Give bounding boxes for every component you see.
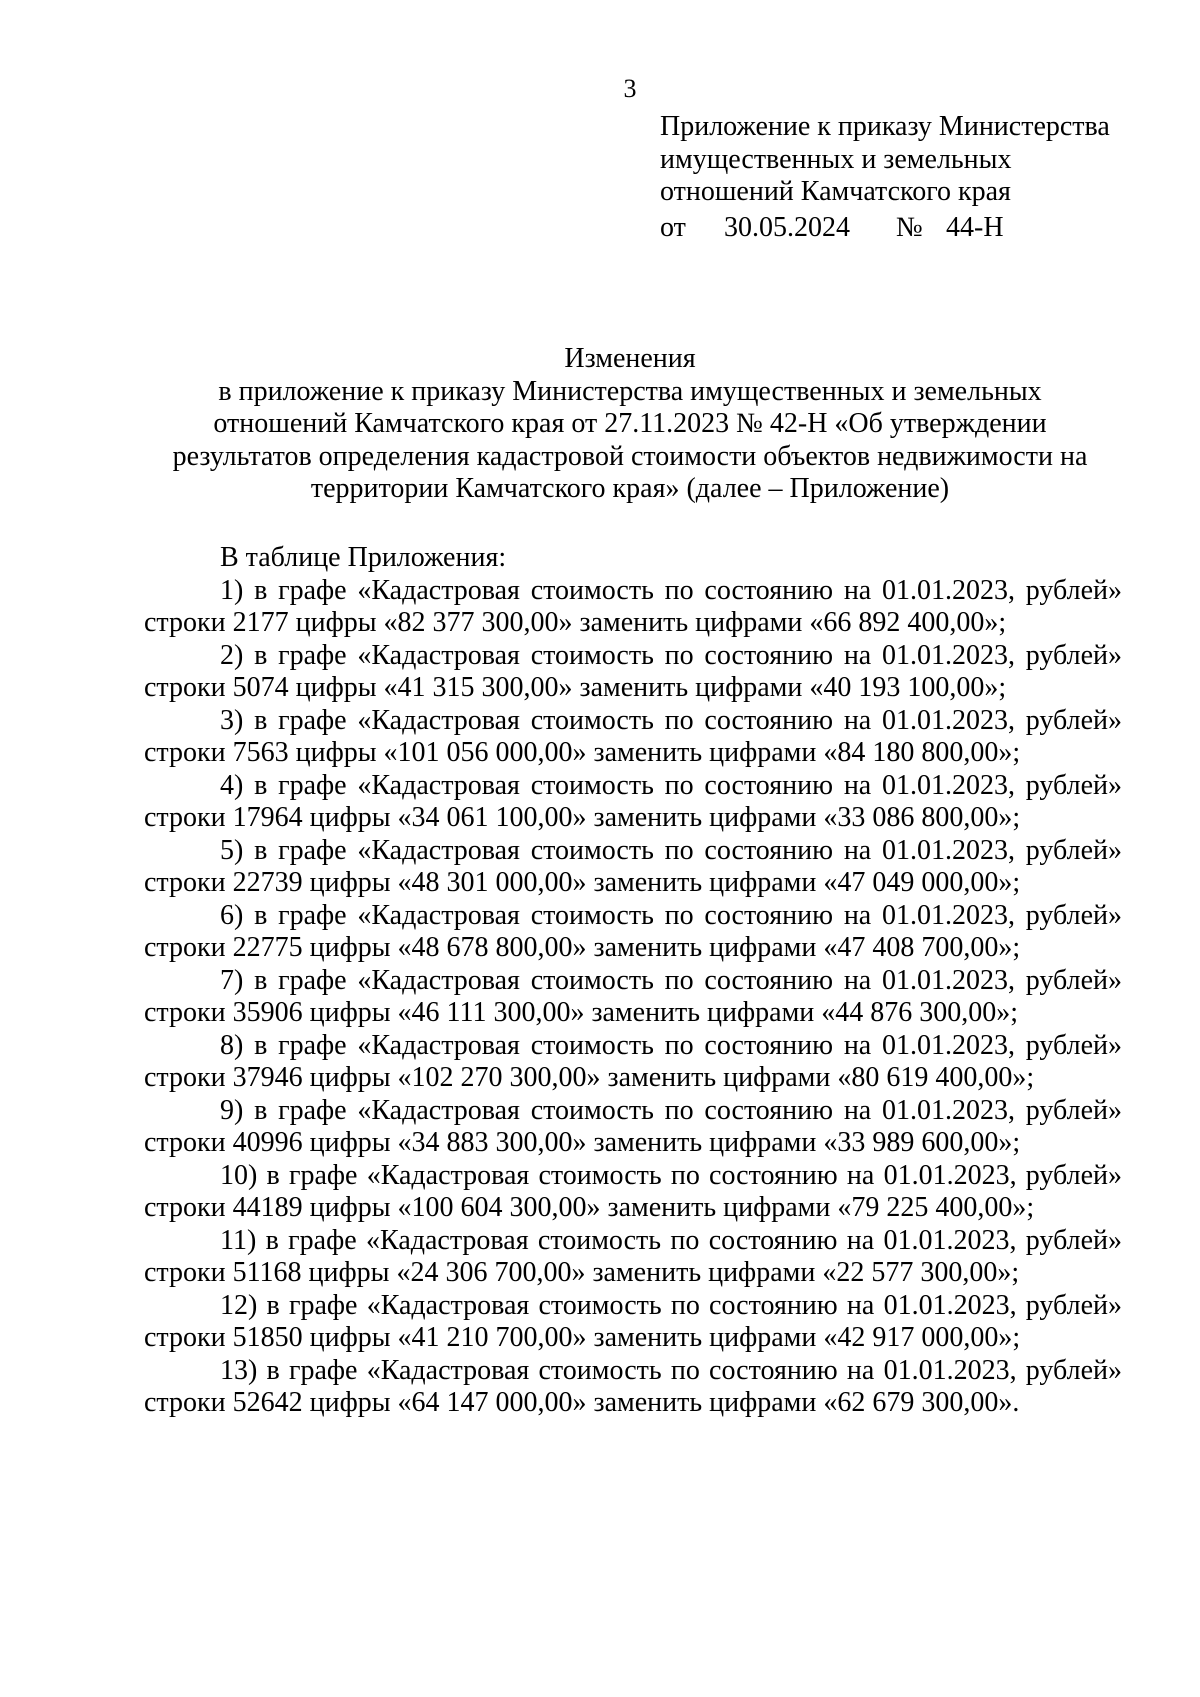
document-body — [144, 542, 1122, 1420]
amendment-item-column-ref: 6) в графе «Кадастровая стоимость по состоянию на 01.01.2023, рублей» — [220, 899, 1122, 931]
amendment-item-column-ref: 8) в графе «Кадастровая стоимость по состоянию на 01.01.2023, рублей» — [220, 1029, 1122, 1061]
amendment-item-replacement: строки 22739 цифры «48 301 000,00» заменить цифрами «47 049 000,00»; — [144, 867, 1021, 898]
amendment-item-column-ref: 9) в графе «Кадастровая стоимость по состоянию на 01.01.2023, рублей» — [220, 1094, 1122, 1126]
amendment-item-replacement: строки 52642 цифры «64 147 000,00» заменить цифрами «62 679 300,00». — [144, 1387, 1020, 1418]
amendment-item-replacement: строки 51850 цифры «41 210 700,00» заменить цифрами «42 917 000,00»; — [144, 1322, 1021, 1353]
amendment-item — [144, 1355, 1122, 1420]
page-number: 3 — [623, 74, 637, 103]
amendment-item — [144, 770, 1122, 835]
amendment-item — [144, 1290, 1122, 1355]
amendment-item — [144, 965, 1122, 1030]
amendment-item-replacement: строки 35906 цифры «46 111 300,00» заменить цифрами «44 876 300,00»; — [144, 997, 1019, 1028]
amendment-item-column-ref: 4) в графе «Кадастровая стоимость по состоянию на 01.01.2023, рублей» — [220, 769, 1122, 801]
amendment-item-column-ref: 11) в графе «Кадастровая стоимость по состоянию на 01.01.2023, рублей» — [220, 1224, 1122, 1256]
heading-line-3: результатов определения кадастровой стоимости объектов недвижимости на — [172, 440, 1088, 472]
order-from-word: от — [660, 211, 686, 243]
amendment-item-replacement: строки 44189 цифры «100 604 300,00» заменить цифрами «79 225 400,00»; — [144, 1192, 1035, 1223]
heading-title: Изменения — [564, 343, 696, 374]
heading-line-1: в приложение к приказу Министерства имущественных и земельных — [218, 375, 1042, 407]
order-number-sign: № — [896, 211, 923, 243]
amendment-item-replacement: строки 17964 цифры «34 061 100,00» заменить цифрами «33 086 800,00»; — [144, 802, 1021, 833]
amendment-item — [144, 1095, 1122, 1160]
attachment-block — [660, 111, 1160, 244]
heading-line-2: отношений Камчатского края от 27.11.2023 № 42-Н «Об утверждении — [213, 408, 1047, 439]
amendment-item-column-ref: 3) в графе «Кадастровая стоимость по состоянию на 01.01.2023, рублей» — [220, 704, 1122, 736]
attachment-line-1: Приложение к приказу Министерства — [660, 111, 1110, 142]
attachment-line-2: имущественных и земельных — [660, 143, 1012, 175]
amendment-item — [144, 705, 1122, 770]
amendment-item-replacement: строки 40996 цифры «34 883 300,00» заменить цифрами «33 989 600,00»; — [144, 1127, 1021, 1158]
amendment-item-column-ref: 10) в графе «Кадастровая стоимость по состоянию на 01.01.2023, рублей» — [220, 1159, 1122, 1191]
amendment-item-column-ref: 12) в графе «Кадастровая стоимость по состоянию на 01.01.2023, рублей» — [220, 1289, 1122, 1321]
order-date: 30.05.2024 — [724, 211, 850, 243]
amendment-item — [144, 1225, 1122, 1290]
amendment-item — [144, 900, 1122, 965]
amendment-item-replacement: строки 5074 цифры «41 315 300,00» заменить цифрами «40 193 100,00»; — [144, 672, 1007, 703]
amendment-item — [144, 575, 1122, 640]
attachment-line-3: отношений Камчатского края — [660, 176, 1011, 207]
amendment-item-column-ref: 5) в графе «Кадастровая стоимость по состоянию на 01.01.2023, рублей» — [220, 834, 1122, 866]
amendment-item — [144, 835, 1122, 900]
amendment-item-replacement: строки 37946 цифры «102 270 300,00» заменить цифрами «80 619 400,00»; — [144, 1062, 1035, 1093]
document-heading — [130, 343, 1130, 506]
amendment-item-column-ref: 13) в графе «Кадастровая стоимость по состоянию на 01.01.2023, рублей» — [220, 1354, 1122, 1386]
amendment-item-replacement: строки 51168 цифры «24 306 700,00» заменить цифрами «22 577 300,00»; — [144, 1257, 1020, 1288]
amendment-item — [144, 640, 1122, 705]
amendment-item — [144, 1160, 1122, 1225]
order-number: 44-Н — [946, 211, 1004, 243]
intro-paragraph: В таблице Приложения: — [220, 542, 507, 573]
amendment-item-column-ref: 1) в графе «Кадастровая стоимость по состоянию на 01.01.2023, рублей» — [220, 574, 1122, 606]
amendment-item-column-ref: 2) в графе «Кадастровая стоимость по состоянию на 01.01.2023, рублей» — [220, 639, 1122, 671]
order-reference — [660, 212, 1160, 245]
amendment-item-column-ref: 7) в графе «Кадастровая стоимость по состоянию на 01.01.2023, рублей» — [220, 964, 1122, 996]
amendment-item-replacement: строки 22775 цифры «48 678 800,00» заменить цифрами «47 408 700,00»; — [144, 932, 1021, 963]
amendment-item — [144, 1030, 1122, 1095]
heading-line-4: территории Камчатского края» (далее – Приложение) — [310, 473, 950, 504]
amendment-item-replacement: строки 7563 цифры «101 056 000,00» заменить цифрами «84 180 800,00»; — [144, 737, 1021, 768]
amendment-item-replacement: строки 2177 цифры «82 377 300,00» заменить цифрами «66 892 400,00»; — [144, 607, 1007, 638]
amendment-list — [144, 575, 1122, 1420]
